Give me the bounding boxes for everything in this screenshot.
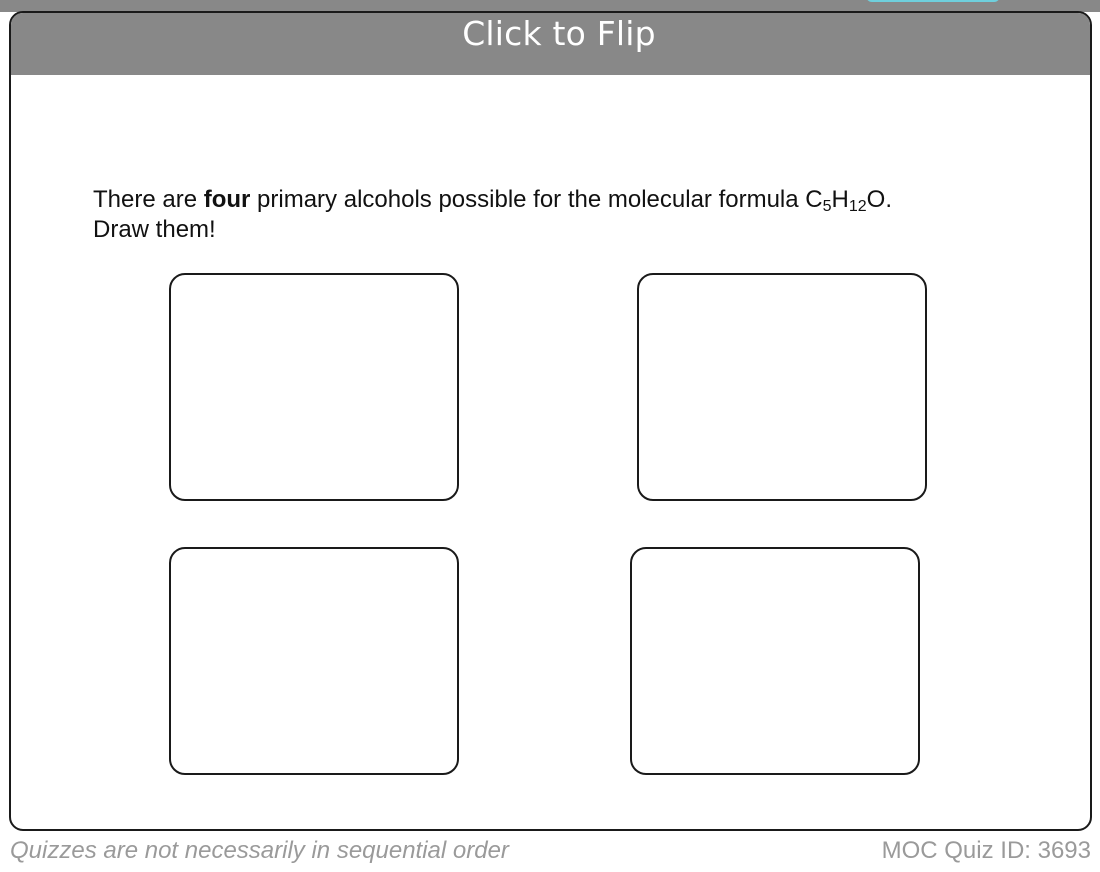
question-body: primary alcohols possible for the molecular formula C (250, 186, 823, 213)
answer-box-3 (169, 547, 459, 775)
quiz-id: MOC Quiz ID: 3693 (881, 837, 1091, 864)
flip-label: Click to Flip (462, 13, 656, 53)
question-prefix: There are (93, 186, 204, 213)
flashcard[interactable] (9, 11, 1092, 831)
flip-banner[interactable] (9, 11, 1092, 75)
accent-tab[interactable] (866, 0, 1000, 2)
question-line-1 (93, 185, 1053, 215)
question-line-2: Draw them! (93, 216, 216, 243)
hydrogen-symbol: H (831, 186, 849, 213)
hydrogen-subscript: 12 (848, 198, 867, 215)
sequence-note: Quizzes are not necessarily in sequential order (10, 837, 509, 864)
carbon-subscript: 5 (822, 198, 832, 215)
answer-box-1 (169, 273, 459, 501)
oxygen-symbol: O. (866, 186, 892, 213)
answer-box-4 (630, 547, 920, 775)
question-text (93, 185, 1053, 245)
answer-box-2 (637, 273, 927, 501)
question-emphasis: four (203, 186, 251, 213)
